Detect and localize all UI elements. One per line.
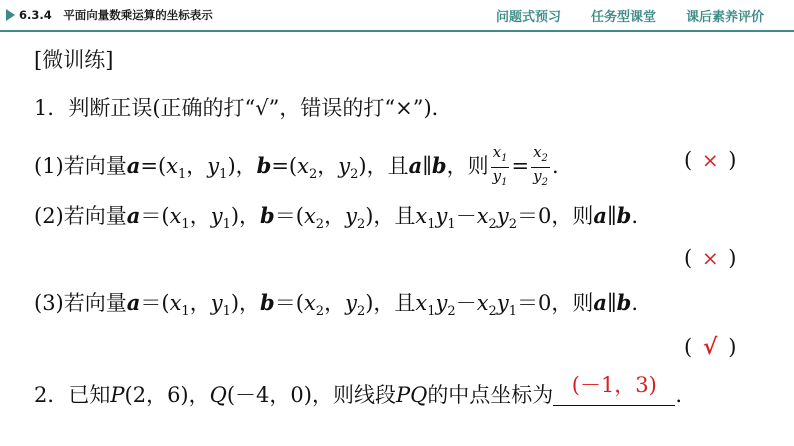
tab-preview[interactable]: 问题式预习 — [495, 10, 561, 25]
header-bar — [0, 0, 794, 31]
item-1-answer: ( × ) — [684, 148, 737, 172]
nav-tabs — [496, 6, 764, 25]
item-3-answer: ( √ ) — [684, 334, 737, 360]
item-1-statement: (1)若向量$a=(x_1$，$y_1$)，$b=(x_2$，$y_2$)，且a∥b，则 $\frac{x_1}{y_1}$ = $\frac{x_2}{y_2}$ . — [34, 143, 559, 188]
item-2-statement: (2)若向量$a=(x_1$，$y_1$)，$b=(x_2$，$y_2$)，且$x_1y_1-x_2y_2=0$，则a∥b. — [34, 203, 639, 232]
tab-classroom[interactable]: 任务型课堂 — [590, 10, 656, 25]
section-title: 6.3.4 平面向量数乘运算的坐标表示 — [19, 8, 213, 22]
tab-evaluation[interactable]: 课后素养评价 — [685, 10, 764, 25]
question-2-answer: (－1，3) — [571, 373, 657, 397]
header-divider — [0, 30, 794, 32]
item-2-answer: ( × ) — [684, 246, 737, 270]
heading: [微训练] — [34, 48, 114, 72]
answer-blank — [553, 373, 675, 406]
question-1-intro: 1．判断正误(正确的打“√”，错误的打“×”)． — [34, 96, 453, 120]
play-icon — [6, 9, 15, 21]
item-3-statement: (3)若向量$a=(x_1$，$y_1$)，$b=(x_2$，$y_2$)，且$x_1y_2-x_2y_1=0$，则a∥b. — [34, 290, 639, 319]
question-2: 2．已知P(2，6)，Q(－4，0)，则线段PQ的中点坐标为 (－1，3) . — [34, 373, 682, 407]
